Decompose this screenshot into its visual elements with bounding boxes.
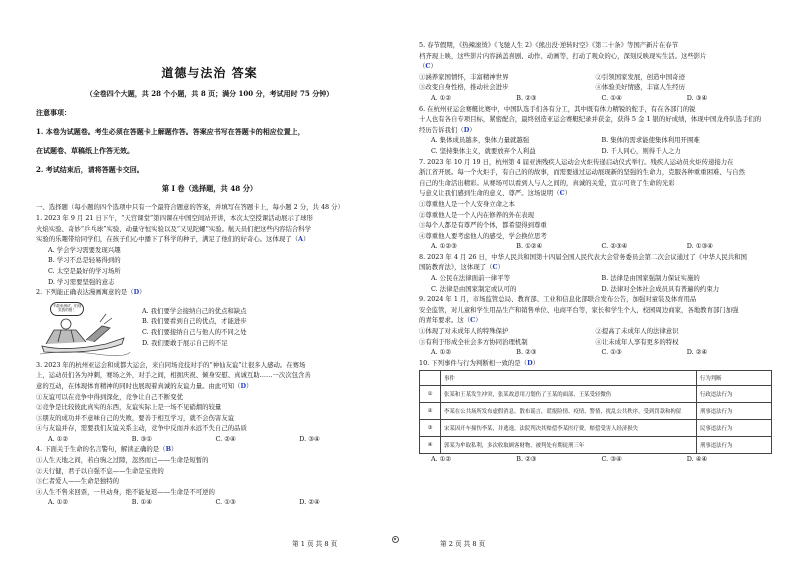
q1-option: D. 学习需要坚强的意志 [48, 277, 115, 286]
q2-option: C. 我们要接纳自己与他人的不同之处 [142, 327, 247, 336]
q3-line: 上，运动员们各为冲刺，赛场之外，对手之间，相拥庆祝、倾身安慰、真诚互助……一次次包含善 [36, 371, 311, 380]
q4-answer: B [165, 445, 171, 454]
table-cell: ③ [420, 420, 441, 437]
q2-body [36, 300, 383, 358]
q10-table [419, 370, 772, 454]
q7-item: ②尊重他人是一个人内在修养的外在表现 [419, 210, 535, 219]
q7-line: 自己的生命活出精彩。从赛场可以看到人与人之间的，真诚的关爱，宣示可贵了生命的光彩 [419, 178, 675, 187]
q3-item: ②竞争是比较彼此真实的东西，友谊实际上是一场不见硝烟的较量 [36, 403, 222, 412]
q7-item: ①尊重他人是一个人安身立命之本 [419, 199, 515, 208]
table-cell: ② [420, 403, 441, 420]
note-2: 2. 考试结束后，请将答题卡交回。 [36, 165, 144, 174]
table-cell: 民事违法行为 [697, 420, 772, 437]
q4-options: A. ①② B. ①④ C. ①③ D. ②④ [48, 498, 320, 507]
q7-options: A. ①②③ B. ①②④ C. ②③④ D. ①③④ [431, 242, 713, 251]
doc-title: 道德与法治 答案 [161, 66, 258, 80]
cartoon-image [36, 300, 132, 356]
table-header-cell: 行为判断 [697, 371, 772, 386]
q2-answer: D [133, 288, 140, 297]
q6-options: A. 集体成员越多，集体力量就越强 B. 集体的需求能使集体利用开围难 [431, 136, 700, 145]
q3-item: ④与友谊并存，需要我们友谊关系主动，竞争中反而并永远不失自己的品质 [36, 424, 247, 433]
q8-options: A. 公民在法律面前一律平等 B. 法律是由国家强制力保证实施的 [431, 274, 700, 283]
q3-options: A. ①② B. ③① C. ②④ D. ③④ [48, 434, 320, 443]
q5-items: ①涵养家国情怀，丰富精神世界 ②引领国家发展，创造中国奇迹 [419, 72, 685, 81]
q6-line: 十人也有各自专项目标，紧密配合，最终创造亚运会赛艇纪录并获金，获得 5 金 1 银的好成绩，体现中国龙舟队选手们的 [419, 115, 762, 124]
q9-items: ①体现了对未成年人的特殊保护 ②提高了未成年人的法律意识 [419, 327, 679, 336]
q5-answer: C [425, 62, 431, 71]
q9-line: 的青年要求。这（C） [419, 316, 482, 325]
table-header-cell: 事件 [441, 371, 697, 386]
q4-item: ④人生不售来回票，一旦动身，绝不能复返——生命是不可逆的 [36, 487, 215, 496]
table-cell: ④ [420, 437, 441, 454]
q7-line: 浙江省开展。每一个火炬手，有自己的的故事，而需要通过运动展现新的坚强的生命力，克服各种重重困难、与自然 [419, 168, 745, 177]
q2-option: A. 我们要学会接纳自己的优点和缺点 [142, 306, 247, 315]
q9-items: ③有利于形成全社会多方协同治理机制 ④让未成年人享有更多的特权 [419, 337, 679, 346]
q7-item: ③每个人都是有尊严的个体，都希望得到尊重 [419, 221, 547, 230]
table-row [420, 403, 772, 420]
q2-stem: 2. 下列能正确表达漫画寓意的是（D） [36, 288, 146, 297]
q7-answer: C [559, 189, 565, 198]
q3-item: ③朋友的成功并不意味自己的失败，要善于相互学习，就不会伤害友谊 [36, 413, 235, 422]
notes-heading: 注意事项： [36, 108, 71, 117]
q8-answer: C [492, 263, 498, 272]
section-heading: 第 I 卷（选择题，共 48 分） [161, 184, 258, 194]
q7-line: 7. 2023 年 10 月 19 日，杭州第 4 届亚洲残疾人运动会火炬传递启动仪式举行。残疾人运动员火炬传递接力在 [419, 157, 734, 166]
table-row [420, 420, 772, 437]
note-1-cont: 在试题卷、草稿纸上作答无效。 [36, 146, 134, 155]
q1-line: 火焰实验、奇妙“乒乓球”实验、动量守恒实验以及“又见陀螺”实验。航天员们把这些内容结合科学 [36, 224, 312, 233]
q5-line: 5. 春节假期，《热辣滚烫》《飞驰人生 2》《熊出没·逆转时空》《第二十条》等国产新片在春节 [419, 41, 679, 49]
table-cell: 刑事违法行为 [697, 437, 772, 454]
binding-hole-icon [392, 536, 399, 543]
q1-answer: A [298, 235, 303, 244]
q3-item: ①友谊可以在竞争中得到深化，竞争让自己不断变优 [36, 392, 183, 401]
q9-options: A. ①② B. ②③ C. ①③ D. ②④ [431, 348, 708, 357]
q6-line: 6. 在杭州亚运会赛艇比赛中，中国队选手们各有分工，其中既有体力精锐的舵手，有在各部门的锐 [419, 104, 696, 113]
q1-option: C. 太空是最好的学习场所 [48, 266, 121, 275]
q5-line: 档齐现上映，这些影片内容涵盖喜剧、动作、动画等，打动了观众的心，深刻反映现实生活。这些影片 [419, 51, 707, 60]
table-cell: 宋某因开车撞伤李某，并逃逸，法院判决其赔偿李某医疗费，赔偿受害人经济损失 [441, 420, 697, 437]
q5-line: （C） [419, 62, 437, 71]
cartoon-speech-bubble: 不敢来测试，怕别笑我的错！ [50, 302, 84, 316]
table-row [420, 386, 772, 403]
q3-answer: D [240, 381, 247, 390]
table-cell: 郭某为牟取私利，多次收取顾客财物，被判处有期徒刑三年 [441, 437, 697, 454]
table-cell: 张某和王某发生冲突，张某故意用刀划伤了王某的面部，王某受轻微伤 [441, 386, 697, 403]
table-header-row [420, 371, 772, 386]
q6-options: C. 坚持集体主义，就要放弃个人利益 D. 千人同心，则得千人之力 [431, 146, 681, 155]
q8-line: 国防教育法》，这体现了（C） [419, 263, 504, 272]
exam-info: （全卷四个大题，共 28 个小题，共 8 页；满分 100 分，考试用时 75 分钟） [85, 89, 334, 98]
q9-line: 安全监管，对儿童和学生用品生产和销售单位、电商平台等，家长和学生个人，校园周边商家，各地教育部门加强 [419, 305, 739, 314]
q6-line: 经历告诉我们（D） [419, 125, 476, 134]
q10-answer: D [527, 358, 533, 367]
page-right [397, 0, 794, 561]
q4-item: ②天行健，君子以自强不息——生命是宝贵的 [36, 466, 164, 475]
q10-stem: 10. 下列事件与行为判断相一致的是（D） [419, 358, 539, 367]
q7-line: 与意义让我们感到生命的意义、尊严。这场说明（C） [419, 189, 572, 198]
q2-option: D. 我们要敢于展示自己的不足 [142, 338, 228, 347]
q3-line: 3. 2023 年的杭州亚运会和成都大运会，来自同场竞技对手的“神仙友谊”让很多人感动。在赛场 [36, 360, 306, 369]
q10-options: A. ①② B. ②③ C. ③④ D. ④④ [431, 455, 708, 464]
q1-line: 1. 2023 年 9 月 21 日下午，“天宫课堂”第四课在中国空间站开讲，本次太空授课活动展示了球形 [36, 213, 313, 222]
q5-options: A. ①② B. ②③ C. ①④ D. ③④ [431, 93, 708, 102]
q1-line: 实验的乐趣带给同学们，在孩子们心中播下了科学的种子，满足了他们的好奇心。这体现了（A） [36, 235, 310, 244]
table-row [420, 437, 772, 454]
q3-line: 意的互动，在体现体育精神的同时也展现着真诚的友谊力量。由此可知（D） [36, 381, 253, 390]
note-1: 1. 本卷为试题卷。考生必须在答题卡上解题作答。答案应书写在答题卡的相应位置上， [36, 127, 305, 136]
q1-option: B. 学习不总是轻易得到的 [48, 256, 121, 265]
q9-answer: C [470, 316, 476, 325]
table-header-cell [420, 371, 441, 386]
page-footer-right: 第 2 页 共 8 页 [440, 540, 486, 548]
q8-line: 8. 2023 年 4 月 26 日，中华人民共和国第十四届全国人民代表大会常务委员会第二次会议通过了《中华人民共和国 [419, 252, 747, 261]
page-footer-left: 第 1 页 共 8 页 [292, 540, 338, 548]
table-cell: 行政违法行为 [697, 386, 772, 403]
q5-items: ③改变自身性格，推动社会进步 ④体验美好情感，丰富人生经历 [419, 83, 685, 92]
q2-options [132, 300, 383, 358]
q1-option: A. 学会学习需要发现兴趣 [48, 245, 121, 254]
q8-options: C. 法律是由国家制定或认可的 D. 法律对全体社会成员具有普遍的约束力 [431, 284, 720, 293]
q2-option: B. 我们要看到自己的优点，才能进步 [142, 317, 247, 326]
q4-stem: 4. 下面关于生命的名言警句，解读正确的是（B） [36, 445, 178, 454]
table-cell: ① [420, 386, 441, 403]
table-cell: 李某在公共场所发布虚假消息，散布谣言，谎报险情、疫情、警情，扰乱公共秩序，受到罚款和拘留 [441, 403, 697, 420]
q7-item: ④尊重他人要考虑他人的感受，学会换位思考 [419, 231, 547, 240]
table-cell: 刑事违法行为 [697, 403, 772, 420]
q6-answer: D [463, 125, 470, 134]
part-heading: 一、选择题（每小题的四个选项中只有一个最符合题意的答案，并填写在答题卡上，每小题 2 分，共 48 分） [36, 203, 344, 212]
q4-item: ①人生天地之间，若白驹之过隙，忽然而已——生命是短暂的 [36, 456, 209, 465]
q4-item: ③仁者爱人——生命是独特的 [36, 477, 120, 486]
q9-line: 9. 2024 年 1 月，市场监管总局、教育部、工业和信息化部联合发布公告，加强对童装及体育用品 [419, 295, 697, 304]
